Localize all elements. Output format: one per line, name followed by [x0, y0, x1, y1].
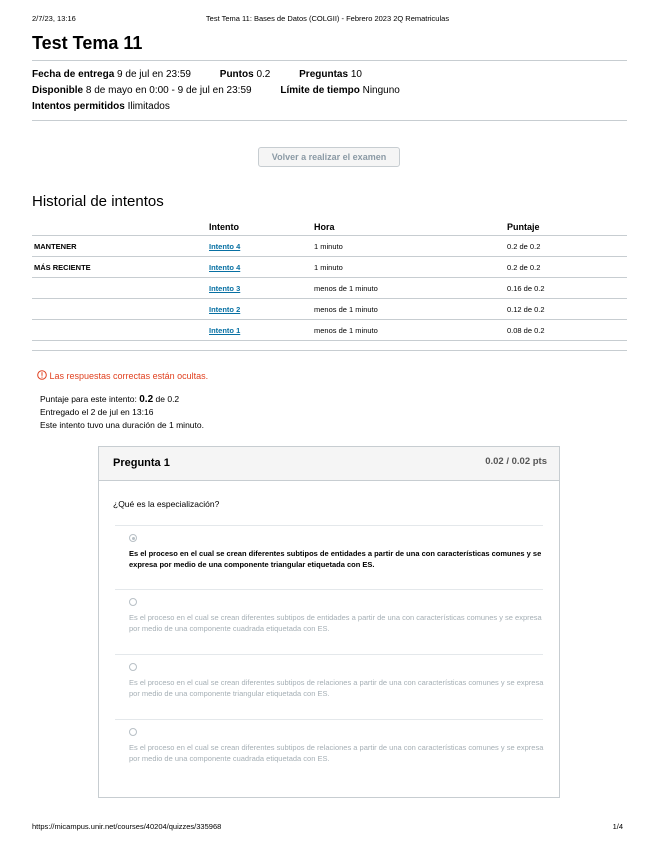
table-header-row — [32, 218, 627, 236]
divider — [32, 120, 627, 121]
question-header — [99, 447, 559, 481]
answers-hidden-notice — [37, 370, 208, 381]
attempt-time: menos de 1 minuto — [314, 299, 507, 320]
due-value: 9 de jul en 23:59 — [117, 69, 191, 80]
due-label: Fecha de entrega — [32, 69, 115, 80]
answer-option[interactable] — [115, 525, 543, 590]
question-card — [98, 446, 560, 798]
table-row — [32, 257, 627, 278]
points-label: Puntos — [219, 69, 254, 80]
answer-text: Es el proceso en el cual se crean diferentes subtipos de entidades a partir de una con características comunes y se expresa por medio de una componente triangular etiquetada con ES. — [129, 549, 542, 569]
radio-icon[interactable] — [129, 598, 137, 606]
attempt-time: 1 minuto — [314, 257, 507, 278]
quiz-meta-row-1 — [32, 69, 362, 80]
info-circle-icon — [37, 370, 47, 380]
score-suffix: de 0.2 — [155, 394, 180, 404]
col-header-tag — [32, 218, 209, 236]
table-row — [32, 299, 627, 320]
retake-quiz-button[interactable]: Volver a realizar el examen — [258, 147, 400, 167]
attempt-time: 1 minuto — [314, 236, 507, 257]
attempts-history-table — [32, 218, 627, 341]
table-row — [32, 320, 627, 341]
attempt-tag: MANTENER — [32, 236, 209, 257]
time-limit-label: Límite de tiempo — [280, 85, 360, 96]
questions-value: 10 — [350, 69, 362, 80]
answer-text: Es el proceso en el cual se crean diferentes subtipos de relaciones a partir de una con características comunes y se expresa por medio de una componente triangular etiquetada con ES. — [129, 678, 544, 698]
radio-icon[interactable] — [129, 728, 137, 736]
score-prefix: Puntaje para este intento: — [40, 394, 137, 404]
quiz-meta-row-2 — [32, 85, 400, 96]
available-value: 8 de mayo en 0:00 - 9 de jul en 23:59 — [85, 85, 252, 96]
radio-icon[interactable] — [129, 663, 137, 671]
submitted-text: Entregado el 2 de jul en 13:16 — [40, 407, 154, 417]
divider — [32, 350, 627, 351]
table-row — [32, 236, 627, 257]
print-footer-url: https://micampus.unir.net/courses/40204/quizzes/335968 — [32, 822, 222, 831]
attempts-label: Intentos permitidos — [32, 101, 125, 112]
notice-text: Las respuestas correctas están ocultas. — [49, 371, 209, 381]
attempt-link[interactable]: Intento 4 — [209, 241, 241, 251]
question-text: ¿Qué es la especialización? — [113, 499, 220, 509]
attempt-tag — [32, 278, 209, 299]
attempt-link[interactable]: Intento 1 — [209, 325, 241, 335]
attempt-tag — [32, 320, 209, 341]
answer-option[interactable] — [115, 589, 543, 654]
points-value: 0.2 — [256, 69, 271, 80]
col-header-time: Hora — [314, 218, 507, 236]
print-datetime: 2/7/23, 13:16 — [32, 14, 76, 23]
attempt-score: 0.08 de 0.2 — [507, 320, 627, 341]
question-title: Pregunta 1 — [113, 457, 170, 469]
table-row — [32, 278, 627, 299]
attempt-link[interactable]: Intento 2 — [209, 304, 241, 314]
attempt-time: menos de 1 minuto — [314, 278, 507, 299]
duration-text: Este intento tuvo una duración de 1 minuto. — [40, 420, 204, 430]
score-value: 0.2 — [139, 394, 154, 405]
page-title: Test Tema 11 — [32, 33, 143, 53]
available-label: Disponible — [32, 85, 84, 96]
attempt-score: 0.2 de 0.2 — [507, 257, 627, 278]
attempt-link[interactable]: Intento 3 — [209, 283, 241, 293]
print-doc-title: Test Tema 11: Bases de Datos (COLGII) - Febrero 2023 2Q Rematriculas — [205, 14, 450, 23]
answer-option[interactable] — [115, 719, 543, 784]
questions-label: Preguntas — [299, 69, 349, 80]
attempt-link[interactable]: Intento 4 — [209, 262, 241, 272]
attempt-tag — [32, 299, 209, 320]
question-points: 0.02 / 0.02 pts — [485, 456, 547, 467]
attempt-time: menos de 1 minuto — [314, 320, 507, 341]
attempt-score: 0.2 de 0.2 — [507, 236, 627, 257]
attempt-tag: MÁS RECIENTE — [32, 257, 209, 278]
attempt-score: 0.12 de 0.2 — [507, 299, 627, 320]
divider — [32, 60, 627, 61]
col-header-attempt: Intento — [209, 218, 314, 236]
time-limit-value: Ninguno — [362, 85, 400, 96]
attempt-score: 0.16 de 0.2 — [507, 278, 627, 299]
answer-text: Es el proceso en el cual se crean diferentes subtipos de relaciones a partir de una con características comunes y se expresa por medio de una componente cuadrada etiquetada con ES. — [129, 743, 544, 763]
answer-option[interactable] — [115, 654, 543, 719]
quiz-meta-row-3 — [32, 101, 170, 112]
print-footer-page: 1/4 — [612, 822, 623, 831]
attempts-value: Ilimitados — [127, 101, 170, 112]
col-header-score: Puntaje — [507, 218, 627, 236]
history-title: Historial de intentos — [32, 193, 164, 210]
answer-text: Es el proceso en el cual se crean diferentes subtipos de entidades a partir de una con características comunes y se expresa por medio de una componente cuadrada etiquetada con ES. — [129, 613, 542, 633]
radio-selected-icon[interactable] — [129, 534, 137, 542]
attempt-summary — [40, 393, 204, 432]
